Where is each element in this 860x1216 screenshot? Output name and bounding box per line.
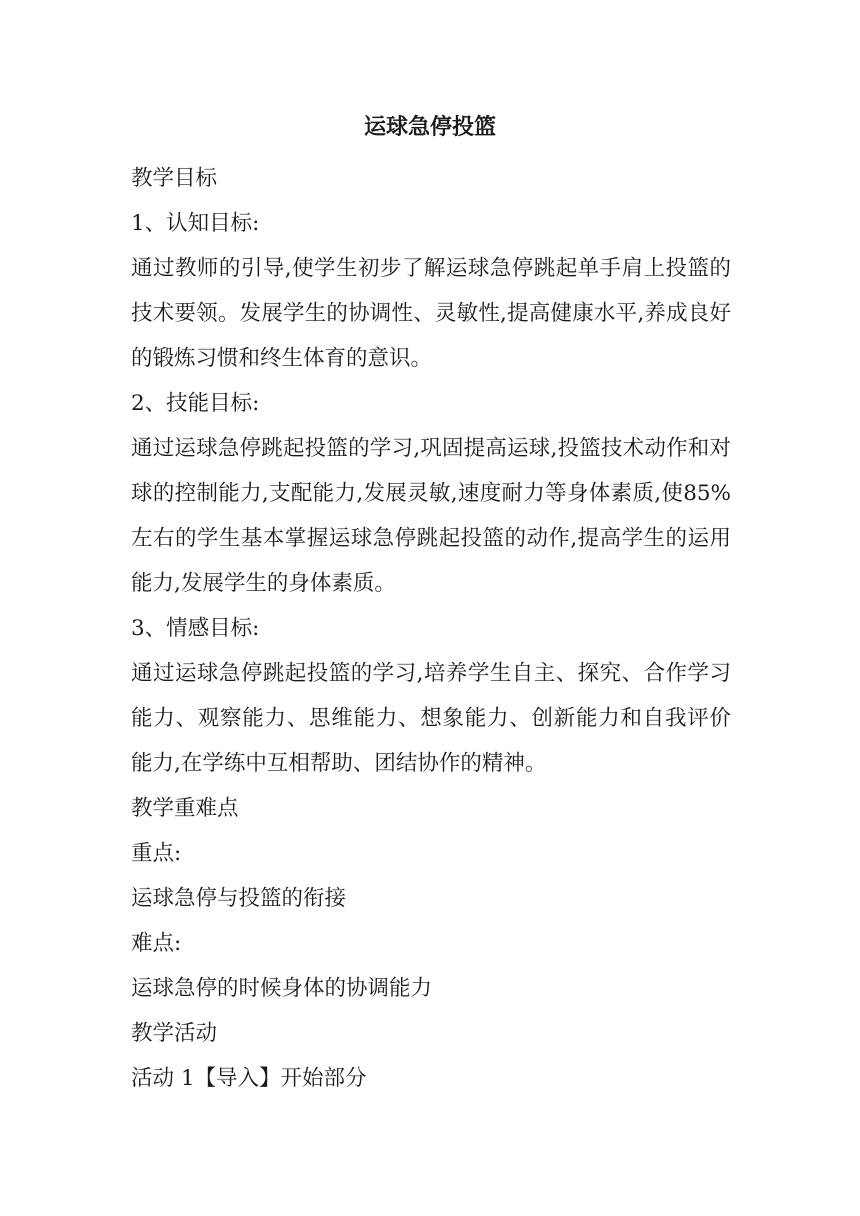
teaching-goals-heading: 教学目标 <box>131 166 218 191</box>
skill-goal-heading: 2、技能目标: <box>131 391 260 416</box>
key-difficult-points-heading: 教学重难点 <box>131 796 239 821</box>
emotion-goal-heading: 3、情感目标: <box>131 616 260 641</box>
difficulty-label: 难点: <box>131 931 182 956</box>
emotion-goal-text: 通过运球急停跳起投篮的学习,培养学生自主、探究、合作学习能力、观察能力、思维能力、想象能力、创新能力和自我评价能力,在学练中互相帮助、团结协作的精神。 <box>131 661 731 776</box>
teaching-activities-heading: 教学活动 <box>131 1021 218 1046</box>
document-body <box>131 156 731 1101</box>
document-title: 运球急停投篮 <box>363 115 496 140</box>
focus-text: 运球急停与投篮的衔接 <box>131 886 347 911</box>
focus-label: 重点: <box>131 841 182 866</box>
cognitive-goal-heading: 1、认知目标: <box>131 211 260 236</box>
activity-1-heading: 活动 1【导入】开始部分 <box>131 1066 367 1091</box>
difficulty-text: 运球急停的时候身体的协调能力 <box>131 976 433 1001</box>
cognitive-goal-text: 通过教师的引导,使学生初步了解运球急停跳起单手肩上投篮的技术要领。发展学生的协调性、灵敏性,提高健康水平,养成良好的锻炼习惯和终生体育的意识。 <box>131 256 731 371</box>
skill-goal-text: 通过运球急停跳起投篮的学习,巩固提高运球,投篮技术动作和对球的控制能力,支配能力,发展灵敏,速度耐力等身体素质,使85%左右的学生基本掌握运球急停跳起投篮的动作,提高学生的运用能力,发展学生的身体素质。 <box>131 436 731 596</box>
